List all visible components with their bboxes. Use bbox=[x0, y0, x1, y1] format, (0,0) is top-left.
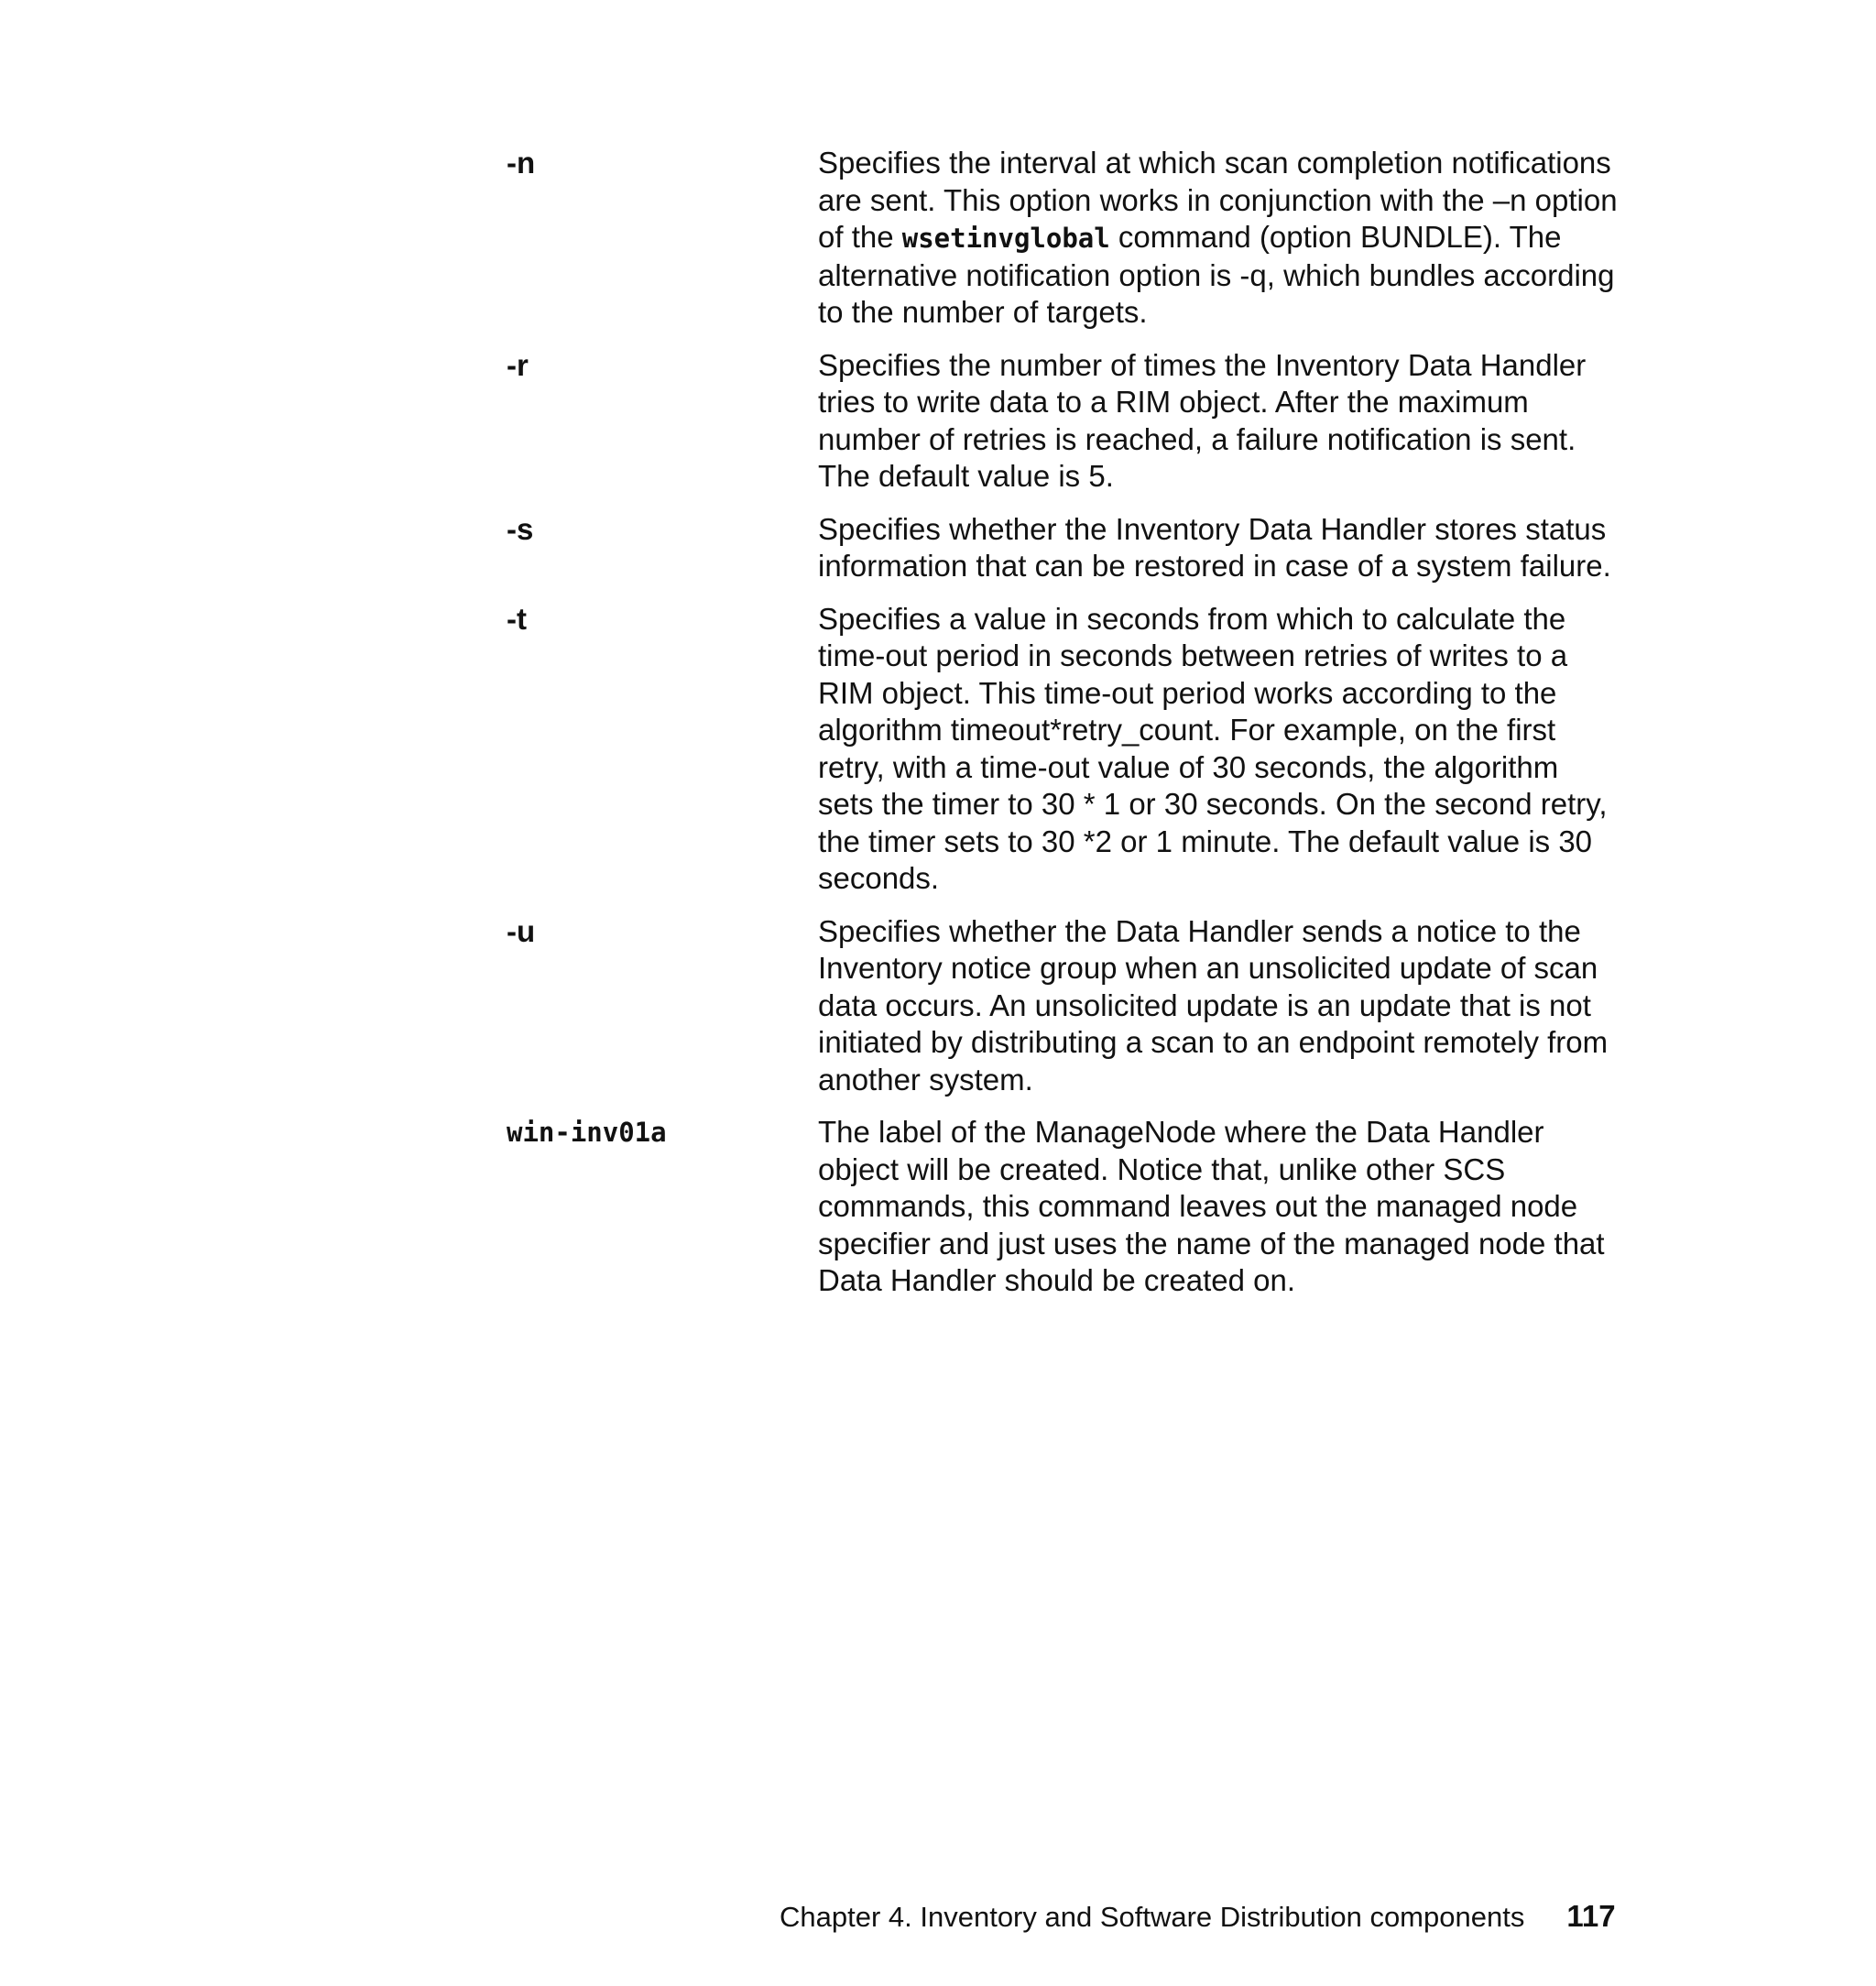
option-description bbox=[818, 145, 1620, 332]
option-row-n bbox=[507, 145, 1620, 332]
page-footer bbox=[780, 1898, 1616, 1936]
option-description: The label of the ManageNode where the Data Handler object will be created. Notice that, unlike other SCS commands, this command leaves out the managed node specifier and just uses the name of the managed node that Data Handler should be created on. bbox=[818, 1115, 1605, 1297]
option-term: -r bbox=[507, 347, 529, 382]
option-row-node-label bbox=[507, 1114, 1620, 1300]
option-row-t bbox=[507, 601, 1620, 898]
page-number: 117 bbox=[1566, 1899, 1616, 1933]
option-description: Specifies whether the Inventory Data Handler stores status information that can be restored in case of a system failure. bbox=[818, 511, 1611, 583]
description-text: command (option BUNDLE). The alternative notification option is -q, which bundles according to the number of targets. bbox=[818, 220, 1615, 329]
footer-chapter-title: Chapter 4. Inventory and Software Distribution components bbox=[780, 1901, 1525, 1933]
option-term: -t bbox=[507, 601, 527, 636]
option-row-s bbox=[507, 511, 1620, 585]
option-description: Specifies a value in seconds from which to calculate the time-out period in seconds between retries of writes to a RIM object. This time-out period works according to the algorithm timeout*retry_count. For example, on the first retry, with a time-out value of 30 seconds, the algorithm sets the timer to 30 * 1 or 30 seconds. On the second retry, the timer sets to 30 *2 or 1 minute. The default value is 30 seconds. bbox=[818, 601, 1608, 895]
option-term: win-inv01a bbox=[507, 1117, 667, 1148]
option-row-u bbox=[507, 913, 1620, 1099]
option-row-r bbox=[507, 347, 1620, 496]
option-term: -u bbox=[507, 913, 536, 948]
option-description: Specifies whether the Data Handler sends a notice to the Inventory notice group when an unsolicited update of scan data occurs. An unsolicited update is an update that is not initiated by distributing a scan to an endpoint remotely from another system. bbox=[818, 913, 1609, 1097]
option-definition-list bbox=[507, 145, 1620, 1315]
option-term: -s bbox=[507, 511, 534, 546]
option-term: -n bbox=[507, 146, 536, 180]
option-description: Specifies the number of times the Inventory Data Handler tries to write data to a RIM object. After the maximum number of retries is reached, a failure notification is sent. The default value is 5. bbox=[818, 347, 1587, 493]
command-name: wsetinvglobal bbox=[901, 223, 1110, 254]
description-text: Specifies the interval at which scan completion notifications are sent. This option works in conjunction with the –n option of the bbox=[818, 146, 1618, 254]
